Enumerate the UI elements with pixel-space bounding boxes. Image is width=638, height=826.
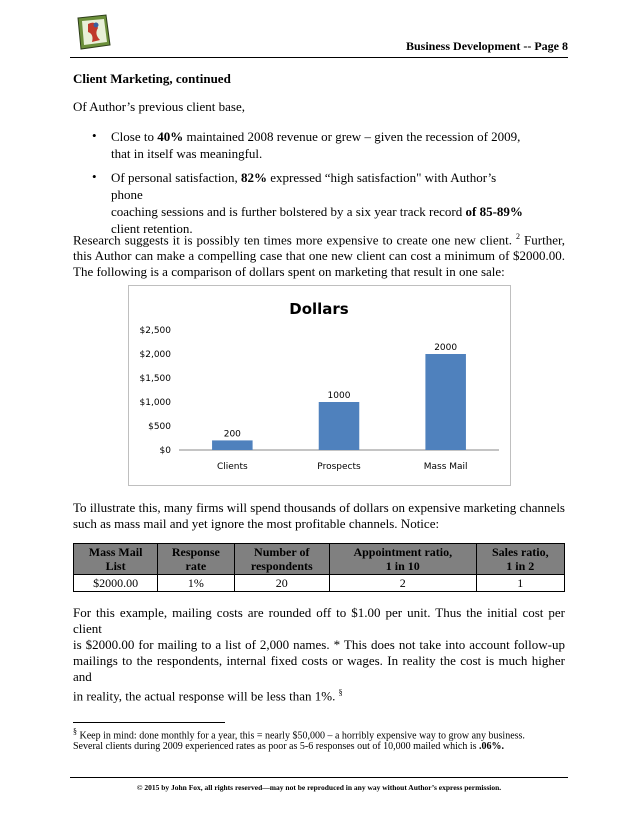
y-tick-label: $1,000 bbox=[139, 398, 171, 408]
chart-title: Dollars bbox=[289, 300, 349, 318]
y-tick-label: $0 bbox=[159, 446, 171, 456]
y-tick-label: $500 bbox=[148, 422, 171, 432]
table-cell: $2000.00 bbox=[74, 575, 158, 592]
paragraph-example: For this example, mailing costs are rounded off to $1.00 per unit. Thus the initial cost per client is $2000.00 for mailing to a list of 2,000 names. * This does not take into account follow-up mailings to the respondents, internal fixed costs or wages. In reality the cost is much higher and in reality, the actual response will be less than 1%. § bbox=[73, 605, 565, 704]
data-label: 2000 bbox=[434, 343, 458, 353]
y-tick-label: $2,000 bbox=[139, 350, 171, 360]
logo-image bbox=[76, 14, 112, 50]
bullet-text: Of personal satisfaction, 82% expressed “high satisfaction" with Author’s phone coaching sessions and is further bolstered by a six year track record of 85-89% client retention. bbox=[111, 170, 523, 236]
footnote-rule bbox=[73, 722, 225, 723]
section-title: Client Marketing, continued bbox=[73, 71, 231, 86]
y-tick-label: $1,500 bbox=[139, 374, 171, 384]
header-rule bbox=[70, 57, 568, 58]
table-header-cell: Number of respondents bbox=[234, 544, 329, 575]
table-cell: 1 bbox=[476, 575, 564, 592]
paragraph-illustrate: To illustrate this, many firms will spend thousands of dollars on expensive marketing channels such as mass mail and yet ignore the most profitable channels. Notice: bbox=[73, 500, 565, 531]
bar-prospects bbox=[319, 402, 360, 450]
bullet-dot: • bbox=[92, 169, 97, 184]
x-tick-label: Prospects bbox=[317, 462, 361, 472]
table-header-cell: Appointment ratio, 1 in 10 bbox=[329, 544, 476, 575]
x-tick-label: Mass Mail bbox=[423, 462, 468, 472]
paragraph-research: Research suggests it is possibly ten times more expensive to create one new client. $^2$ Further, this Author can make a compelling case that one new client can cost a minimum of $2000.00. The following is a comparison of dollars spent on marketing that result in one sale: bbox=[73, 232, 566, 280]
data-label: 1000 bbox=[327, 391, 351, 401]
table-cell: 1% bbox=[158, 575, 234, 592]
bar-chart bbox=[129, 286, 510, 485]
footnote-line-2: Several clients during 2009 experienced rates as poor as 5-6 responses out of 10,000 mailed which is .06%. bbox=[73, 741, 505, 752]
table-cell: 2 bbox=[329, 575, 476, 592]
footer-rule bbox=[70, 777, 568, 778]
table-header-cell: Mass Mail List bbox=[74, 544, 158, 575]
footnote-line-1: § Keep in mind: done monthly for a year, this = nearly $50,000 – a horribly expensive way to grow any business. bbox=[73, 727, 525, 742]
bullet-dot: • bbox=[92, 128, 97, 143]
bar-clients bbox=[212, 440, 253, 450]
x-tick-label: Clients bbox=[216, 462, 248, 472]
header-title: Business Development -- Page 8 bbox=[406, 39, 568, 53]
table-cell: 20 bbox=[234, 575, 329, 592]
table-header-row bbox=[74, 544, 565, 575]
bullet-text: Close to 40% maintained 2008 revenue or grew – given the recession of 2009, that in itself was meaningful. bbox=[111, 129, 521, 161]
bar-mass-mail bbox=[425, 354, 466, 450]
table-header-cell: Sales ratio, 1 in 2 bbox=[476, 544, 564, 575]
table-header-cell: Response rate bbox=[158, 544, 234, 575]
intro-text: Of Author’s previous client base, bbox=[73, 99, 245, 114]
data-label: 200 bbox=[223, 429, 241, 440]
cost-table bbox=[73, 543, 565, 592]
chart-container bbox=[128, 285, 511, 486]
footer-copyright: © 2015 by John Fox, all rights reserved—may not be reproduced in any way without Author’s express permission. bbox=[136, 783, 502, 792]
y-tick-label: $2,500 bbox=[139, 326, 171, 336]
table-row bbox=[74, 575, 565, 592]
